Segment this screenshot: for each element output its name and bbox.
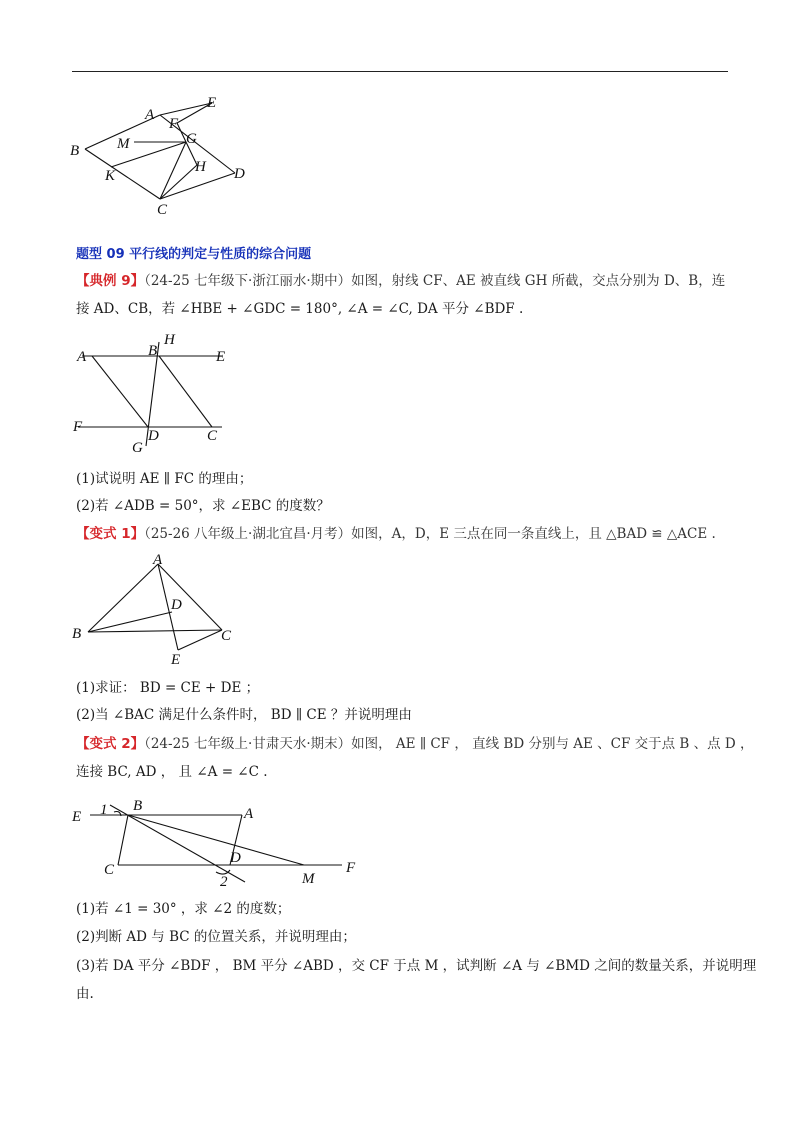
- figure-3-diagram: [70, 552, 240, 670]
- fig1-label-D: D: [234, 166, 245, 182]
- variant2-q3-cont: 由.: [76, 986, 94, 1002]
- fig1-label-G: G: [186, 131, 197, 147]
- example9-q1: (1)试说明 AE ∥ FC 的理由；: [76, 471, 253, 487]
- variant2-q2: (2)判断 AD 与 BC 的位置关系，并说明理由；: [76, 929, 356, 945]
- fig2-label-D: D: [148, 428, 159, 444]
- fig2-label-A: A: [77, 349, 87, 365]
- variant2-q1: (1)若 ∠1 = 30° ，求 ∠2 的度数；: [76, 901, 291, 917]
- fig4-label-1: 1: [100, 802, 108, 818]
- fig2-label-F: F: [73, 419, 83, 435]
- fig3-label-A: A: [153, 552, 163, 568]
- variant2-q3: (3)若 DA 平分 ∠BDF ， BM 平分 ∠ABD ，交 CF 于点 M ，试判断 ∠A 与 ∠BMD 之间的数量关系，并说明理: [76, 958, 757, 974]
- fig1-label-H: H: [195, 159, 206, 175]
- fig2-label-E: E: [216, 349, 226, 365]
- fig1-label-B: B: [70, 143, 80, 159]
- example9-q2: (2)若 ∠ADB = 50°，求 ∠EBC 的度数？: [76, 498, 330, 514]
- fig4-label-A: A: [244, 806, 254, 822]
- variant2-line2: 连接 BC, AD ， 且 ∠A = ∠C .: [76, 764, 268, 780]
- fig3-label-C: C: [221, 628, 232, 644]
- variant2-text1: （24-25 七年级上·甘肃天水·期末）如图， AE ∥ CF ， 直线 BD 分别与 AE 、CF 交于点 B 、点 D ，: [144, 736, 754, 752]
- fig4-label-M: M: [302, 871, 315, 887]
- fig1-label-E: E: [207, 95, 217, 111]
- example9-text1: （24-25 七年级下·浙江丽水·期中）如图，射线 CF、AE 被直线 GH 所截，交点分别为 D、B，连: [144, 273, 726, 289]
- fig1-label-M: M: [117, 136, 130, 152]
- example9-line1: [76, 272, 725, 290]
- example9-tag: 【典例 9】: [76, 273, 145, 289]
- variant1-q2: (2)当 ∠BAC 满足什么条件时， BD ∥ CE ？并说明理由: [76, 707, 412, 723]
- figure-4-diagram: [70, 790, 370, 895]
- fig4-label-D: D: [230, 850, 241, 866]
- fig4-label-F: F: [346, 860, 356, 876]
- fig1-label-A: A: [145, 107, 155, 123]
- fig1-label-K: K: [105, 168, 116, 184]
- figure-3: [70, 552, 240, 670]
- figure-1-diagram: [65, 90, 265, 220]
- fig2-label-C: C: [207, 428, 218, 444]
- fig1-label-F: F: [169, 116, 179, 132]
- fig4-label-B: B: [133, 798, 143, 814]
- fig3-label-B: B: [72, 626, 82, 642]
- fig4-label-C: C: [104, 862, 115, 878]
- figure-2: [70, 328, 260, 458]
- variant1-q1: (1)求证： BD = CE + DE ；: [76, 680, 260, 696]
- fig1-label-C: C: [157, 202, 168, 218]
- figure-4: [70, 790, 370, 895]
- variant2-line1: [76, 735, 754, 753]
- fig2-label-H: H: [164, 332, 175, 348]
- header-rule: [72, 71, 728, 72]
- variant1-line1: [76, 525, 716, 543]
- fig2-label-B: B: [148, 343, 158, 359]
- example9-line2: 接 AD、CB，若 ∠HBE + ∠GDC = 180°, ∠A = ∠C, DA 平分 ∠BDF .: [76, 301, 524, 317]
- fig3-label-E: E: [171, 652, 181, 668]
- variant1-tag: 【变式 1】: [76, 526, 145, 542]
- fig3-label-D: D: [171, 597, 182, 613]
- fig4-label-E: E: [72, 809, 82, 825]
- figure-2-diagram: [70, 328, 260, 458]
- fig2-label-G: G: [132, 440, 143, 456]
- figure-1: [65, 90, 265, 220]
- fig4-label-2: 2: [220, 874, 228, 890]
- section-title: 题型 09 平行线的判定与性质的综合问题: [76, 247, 312, 262]
- variant1-text1: （25-26 八年级上·湖北宜昌·月考）如图，A，D，E 三点在同一条直线上，且 △BAD ≌ △ACE .: [144, 526, 716, 542]
- variant2-tag: 【变式 2】: [76, 736, 145, 752]
